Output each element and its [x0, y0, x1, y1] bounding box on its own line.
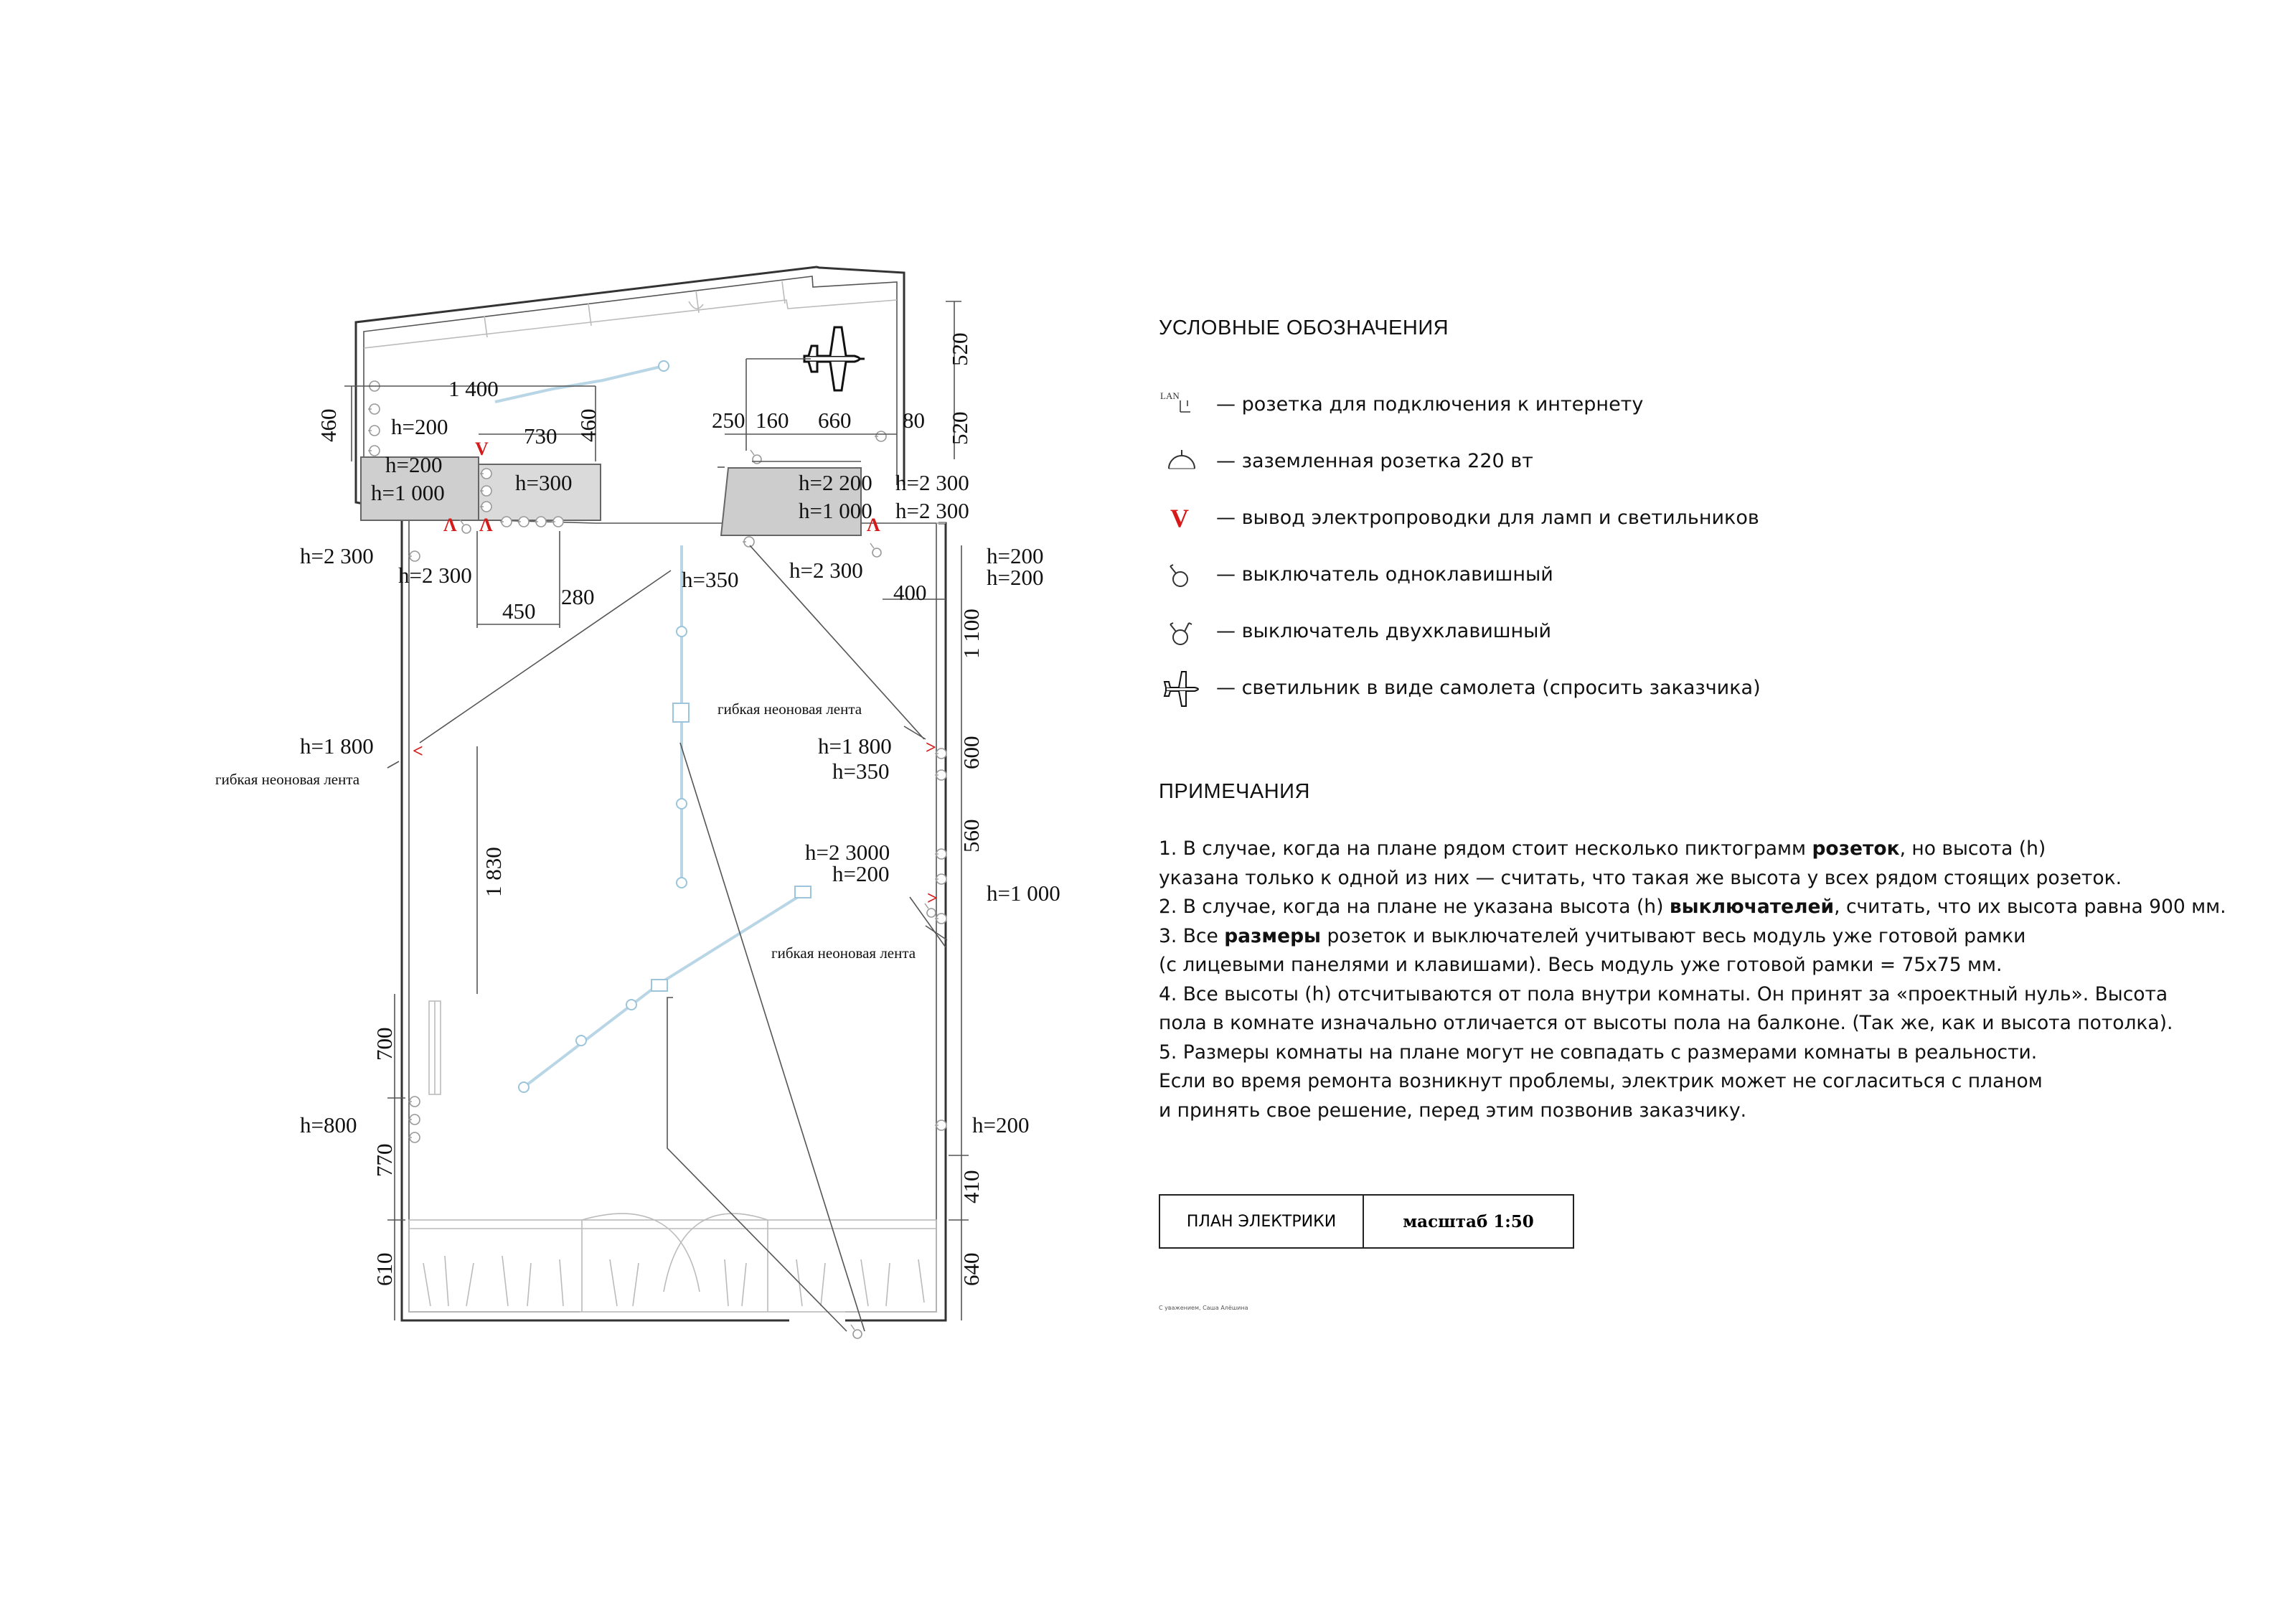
dim-160: 160	[756, 408, 789, 433]
svg-text:V: V	[475, 438, 489, 459]
dim-460-left: 460	[316, 408, 341, 442]
legend-label: — вывод электропроводки для ламп и светильников	[1216, 506, 1759, 529]
dim-700: 700	[372, 1027, 397, 1061]
svg-text:>: >	[927, 888, 938, 909]
dim-520-bottom: 520	[947, 411, 972, 445]
dim-520-top: 520	[947, 332, 972, 366]
height-label: h=1 800	[300, 733, 374, 759]
legend-item	[1159, 496, 1759, 539]
note-line: 5. Размеры комнаты на плане могут не совпадать с размерами комнаты в реальности.	[1159, 1041, 2038, 1064]
double-switch-icon	[1159, 609, 1216, 652]
legend-item	[1159, 382, 1643, 426]
neon-tape-label: гибкая неоновая лента	[215, 771, 360, 788]
note-line: Если во время ремонта возникнут проблемы, электрик может не согласиться с планом	[1159, 1070, 2043, 1092]
height-label: h=2 300	[895, 470, 969, 495]
drawing-scale: масштаб 1:50	[1403, 1211, 1534, 1231]
dim-600: 600	[959, 736, 984, 769]
height-label: h=200	[987, 565, 1044, 590]
legend-item	[1159, 609, 1551, 652]
height-label: h=200	[385, 452, 443, 477]
height-label: h=2 200	[799, 470, 872, 495]
legend-item	[1159, 439, 1533, 482]
height-label: h=1 000	[987, 881, 1060, 906]
note-line: пола в комнате изначально отличается от высоты пола на балконе. (Так же, как и высота потолка).	[1159, 1012, 2173, 1034]
height-label: h=1 000	[799, 498, 872, 523]
height-label: h=1 000	[371, 480, 445, 505]
note-line: 4. Все высоты (h) отсчитываются от пола внутри комнаты. Он принят за «проектный нуль». Высота	[1159, 982, 2168, 1005]
grounded-socket-icon	[1159, 439, 1216, 482]
dim-1400: 1 400	[448, 376, 499, 401]
dim-400: 400	[893, 580, 927, 605]
legend-label: — выключатель одноклавишный	[1216, 563, 1553, 586]
note-line: указана только к одной из них — считать, что такая же высота у всех рядом стоящих розеток.	[1159, 866, 2122, 889]
height-label: h=200	[972, 1112, 1030, 1137]
height-label: h=2 300	[789, 558, 863, 583]
svg-text:Λ: Λ	[867, 515, 880, 535]
height-label: h=200	[391, 414, 448, 439]
dim-1830: 1 830	[481, 847, 506, 897]
electrical-floor-plan	[0, 0, 1119, 1624]
note-line: 1. В случае, когда на плане рядом стоит несколько пиктограмм розеток, но высота (h)	[1159, 837, 2046, 860]
height-label: h=200	[987, 543, 1044, 568]
airplane-lamp-icon	[1159, 666, 1216, 709]
neon-tape-label: гибкая неоновая лента	[718, 700, 862, 718]
svg-text:<: <	[413, 741, 423, 761]
height-label: h=2 300	[398, 563, 472, 588]
legend-label: — выключатель двухклавишный	[1216, 619, 1552, 642]
svg-text:>: >	[926, 737, 936, 758]
dim-80: 80	[903, 408, 925, 433]
legend-heading: УСЛОВНЫЕ ОБОЗНАЧЕНИЯ	[1159, 316, 1449, 339]
dim-280: 280	[561, 584, 595, 609]
legend-item	[1159, 666, 1761, 709]
height-label: h=200	[832, 861, 890, 886]
height-label: h=1 800	[818, 733, 892, 759]
room-walls	[356, 461, 946, 1320]
airplane-lamp-icon	[804, 327, 865, 390]
title-block	[1159, 1194, 1574, 1249]
wire-outlet-icon	[1159, 496, 1216, 539]
single-switch-icon	[1159, 553, 1216, 596]
dim-450: 450	[502, 599, 536, 624]
height-label: h=300	[515, 470, 573, 495]
height-label: h=2 3000	[805, 840, 890, 865]
svg-text:LAN: LAN	[1160, 390, 1180, 401]
dim-410: 410	[959, 1170, 984, 1203]
neon-tape-label: гибкая неоновая лента	[771, 944, 916, 962]
notes-list	[1159, 835, 2226, 1125]
author-credit: С уважением, Саша Алёшина	[1159, 1305, 1248, 1311]
legend-label: — розетка для подключения к интернету	[1216, 393, 1644, 416]
height-label: h=2 300	[895, 498, 969, 523]
wardrobe	[409, 1214, 936, 1312]
legend-label: — заземленная розетка 220 вт	[1216, 449, 1533, 472]
dim-730: 730	[524, 423, 557, 449]
dim-560: 560	[959, 819, 984, 853]
note-line: и принять свое решение, перед этим позвонив заказчику.	[1159, 1099, 1747, 1122]
dim-610: 610	[372, 1252, 397, 1286]
dim-1100: 1 100	[959, 609, 984, 659]
height-label: h=800	[300, 1112, 357, 1137]
dim-640: 640	[959, 1252, 984, 1286]
note-line: 3. Все размеры розеток и выключателей учитывают весь модуль уже готовой рамки	[1159, 924, 2026, 947]
drawing-title: ПЛАН ЭЛЕКТРИКИ	[1160, 1196, 1364, 1247]
height-label: h=2 300	[300, 543, 374, 568]
notes-heading: ПРИМЕЧАНИЯ	[1159, 780, 1310, 803]
left-wall-item	[429, 1001, 441, 1094]
height-label: h=350	[832, 759, 890, 784]
dim-460-center: 460	[575, 408, 601, 442]
legend-item	[1159, 553, 1553, 596]
lan-socket-icon	[1159, 382, 1216, 426]
legend-label: — светильник в виде самолета (спросить заказчика)	[1216, 676, 1761, 699]
svg-text:V: V	[1170, 504, 1189, 532]
dim-770: 770	[372, 1143, 397, 1177]
dim-250: 250	[712, 408, 745, 433]
svg-text:Λ: Λ	[479, 515, 493, 535]
height-label: h=350	[682, 567, 739, 592]
dim-660: 660	[818, 408, 852, 433]
note-line: (с лицевыми панелями и клавишами). Весь модуль уже готовой рамки = 75х75 мм.	[1159, 954, 2003, 976]
legend-panel	[1159, 0, 2235, 1624]
svg-text:Λ: Λ	[443, 515, 457, 535]
note-line: 2. В случае, когда на плане не указана высота (h) выключателей, считать, что их высота равна 900 мм.	[1159, 896, 2226, 918]
